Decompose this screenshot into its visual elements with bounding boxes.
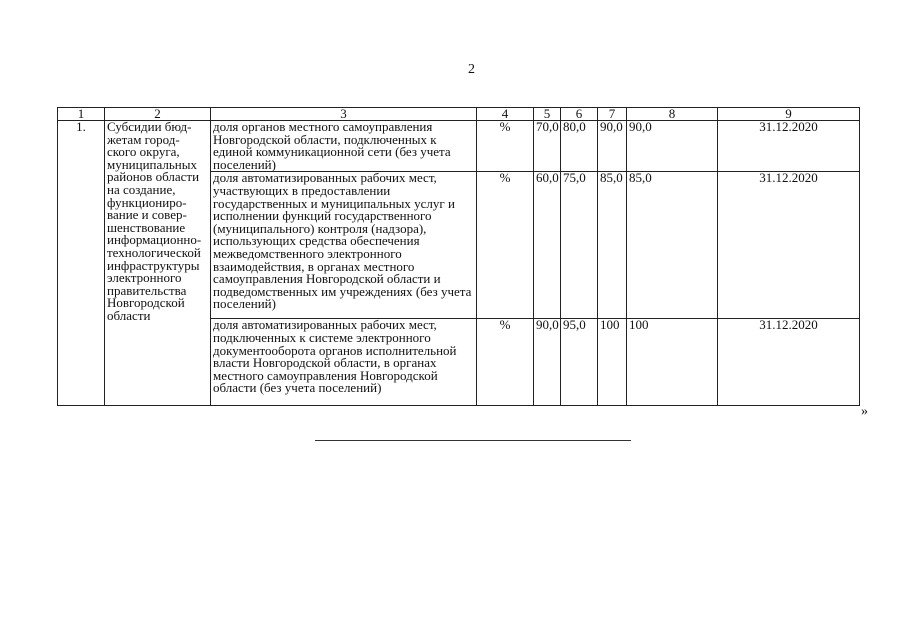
unit-cell: %: [477, 172, 534, 319]
value-col6: 95,0: [561, 319, 598, 406]
unit-cell: %: [477, 121, 534, 172]
value-col5: 60,0: [534, 172, 561, 319]
value-col8: 90,0: [627, 121, 718, 172]
value-col5: 70,0: [534, 121, 561, 172]
indicator-text: доля автоматизированных рабочих мест, участвующих в предоставлении государственных и муниципальных услуг и исполнении функций государственного (муниципального) контроля (надзора), использующих средства обеспечения межведомственного электронного взаимодействия, в органах местного самоуправления Новгородской области и подведомственных им учреждениях (без учета поселений): [211, 172, 477, 319]
unit-cell: %: [477, 319, 534, 406]
program-name: [105, 121, 211, 406]
table-row: [58, 121, 860, 172]
closing-quote: »: [861, 404, 868, 419]
indicators-table: [57, 107, 860, 406]
row-number: 1.: [58, 121, 105, 406]
indicator-text: доля органов местного самоуправления Новгородской области, подключенных к единой коммуникационной сети (без учета поселений): [211, 121, 477, 172]
value-col6: 75,0: [561, 172, 598, 319]
program-name-text: Субсидии бюд- жетам город- ского округа, муниципальных районов области на создание, функциониро- вание и совер- шенствование информационно- технологической инфраструктуры электронного правительства Новгородской области: [107, 119, 202, 323]
value-col8: 100: [627, 319, 718, 406]
col-header-7: 7: [598, 108, 627, 121]
col-header-1: 1: [58, 108, 105, 121]
col-header-6: 6: [561, 108, 598, 121]
date-cell: 31.12.2020: [718, 319, 860, 406]
value-col7: 85,0: [598, 172, 627, 319]
value-col7: 100: [598, 319, 627, 406]
separator-line: [315, 440, 631, 441]
value-col7: 90,0: [598, 121, 627, 172]
value-col6: 80,0: [561, 121, 598, 172]
date-cell: 31.12.2020: [718, 172, 860, 319]
indicator-text: доля автоматизированных рабочих мест, подключенных к системе электронного документооборота органов исполнительной власти Новгородской области, в органах местного самоуправления Новгородской области (без учета поселений): [211, 319, 477, 406]
col-header-4: 4: [477, 108, 534, 121]
page-number: 2: [468, 62, 475, 77]
col-header-2: 2: [105, 108, 211, 121]
col-header-9: 9: [718, 108, 860, 121]
col-header-3: 3: [211, 108, 477, 121]
col-header-5: 5: [534, 108, 561, 121]
value-col8: 85,0: [627, 172, 718, 319]
col-header-8: 8: [627, 108, 718, 121]
date-cell: 31.12.2020: [718, 121, 860, 172]
value-col5: 90,0: [534, 319, 561, 406]
